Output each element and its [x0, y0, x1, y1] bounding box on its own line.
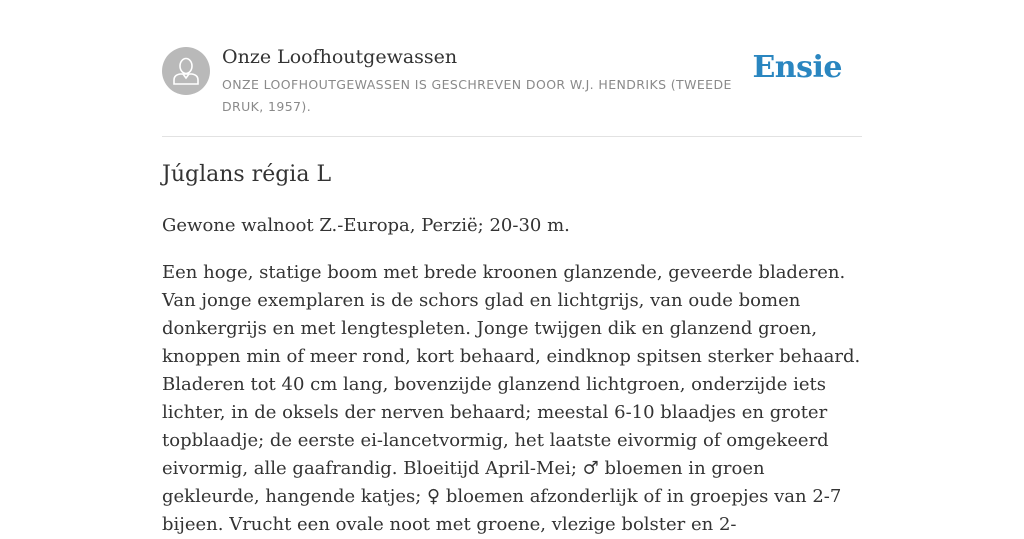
entry-paragraph-summary: Gewone walnoot Z.-Europa, Perzië; 20-30 m. [162, 215, 570, 236]
entry-paragraph-description: Een hoge, statige boom met brede kroonen glanzende, geveerde bladeren. Van jonge exemplaren is de schors glad en lichtgrijs, van oude bomen donkergrijs en met lengtespleten. Jonge twijgen dik en glanzend groen, knoppen min of meer rond, kort behaard, eindknop spitsen sterker behaard. Bladeren tot 40 cm lang, bovenzijde glanzend lichtgroen, onderzijde iets lichter, in de oksels der nerven behaard; meestal 6-10 blaadjes en groter topblaadje; de eerste ei-lancetvormig, het laatste eivormig of omgekeerd eivormig, alle gaafrandig. Bloeitijd April-Mei; ♂ bloemen in groen gekleurde, hangende katjes; ♀ bloemen afzonderlijk of in groepjes van 2-7 bijeen. Vrucht een ovale noot met groene, vlezige bolster en 2- [162, 262, 861, 535]
book-title[interactable]: Onze Loofhoutgewassen [222, 46, 458, 68]
ensie-logo[interactable]: Ensie [752, 50, 842, 85]
book-description: ONZE LOOFHOUTGEWASSEN IS GESCHREVEN DOOR W.J. HENDRIKS (TWEEDE DRUK, 1957). [222, 77, 732, 114]
entry-title: Júglans régia L [162, 162, 332, 187]
book-header [162, 44, 862, 137]
entry-content [162, 158, 862, 539]
user-avatar-icon[interactable] [162, 47, 210, 95]
